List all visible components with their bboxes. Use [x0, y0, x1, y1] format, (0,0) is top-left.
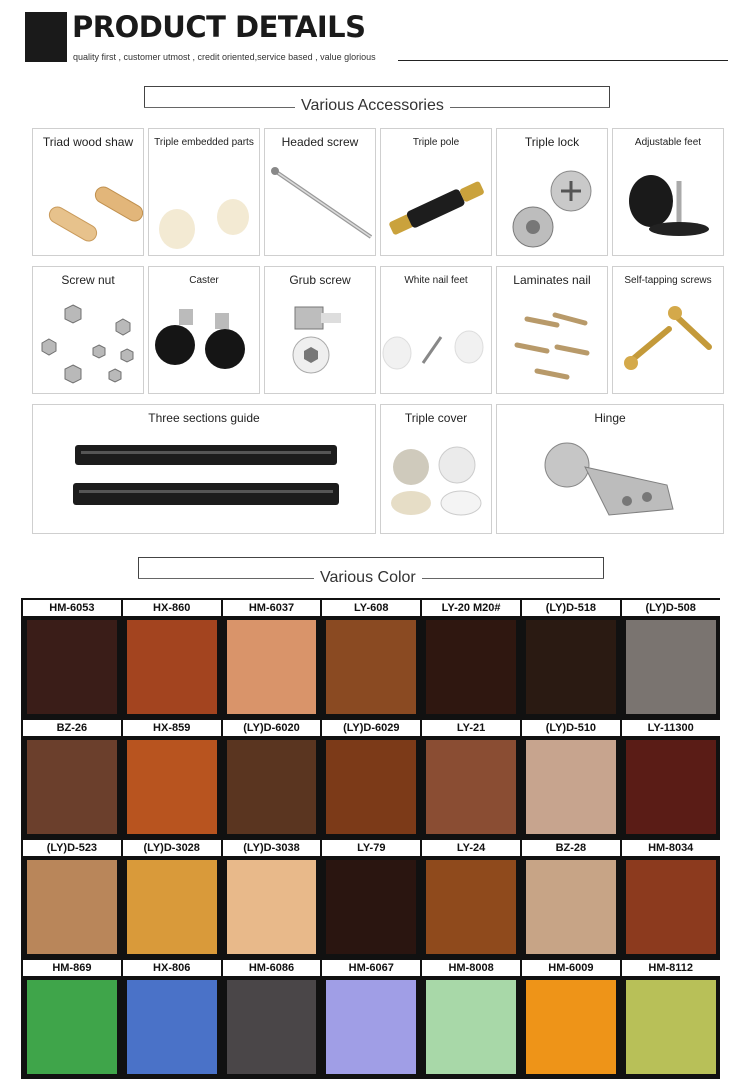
swatch-color: [27, 740, 117, 834]
accessory-label: Hinge: [594, 411, 626, 425]
accessory-card-headed-screw[interactable]: [264, 128, 376, 256]
swatch-color: [326, 620, 416, 714]
grub-screw-icon: [265, 267, 376, 394]
accessory-label: Triple pole: [412, 137, 460, 148]
color-swatch[interactable]: [422, 720, 520, 838]
accessory-card-caster[interactable]: [148, 266, 260, 394]
color-swatch[interactable]: [123, 840, 221, 958]
swatch-color: [227, 860, 317, 954]
accessory-label: Triple embedded parts: [154, 137, 254, 148]
accessory-label: Triple lock: [524, 135, 580, 149]
hinge-icon: [497, 405, 724, 534]
swatch-code: LY-24: [422, 840, 520, 856]
accessory-card-white-nail-feet[interactable]: [380, 266, 492, 394]
accessory-label: Triad wood shaw: [42, 135, 134, 149]
color-swatch[interactable]: [23, 600, 121, 718]
swatch-color: [626, 980, 716, 1074]
swatch-code: HM-6053: [23, 600, 121, 616]
accessory-label: Headed screw: [281, 135, 359, 149]
swatch-color: [526, 980, 616, 1074]
swatch-code: LY-20 M20#: [422, 600, 520, 616]
accessory-card-triple-embedded-parts[interactable]: [148, 128, 260, 256]
swatch-color: [426, 740, 516, 834]
swatch-code: (LY)D-6029: [322, 720, 420, 736]
swatch-color: [27, 620, 117, 714]
color-swatch[interactable]: [622, 960, 720, 1078]
color-swatch[interactable]: [23, 840, 121, 958]
accessory-label: Self-tapping screws: [624, 275, 712, 286]
color-swatch[interactable]: [322, 960, 420, 1078]
swatch-color: [27, 860, 117, 954]
shelf-pin-icon: [497, 267, 608, 394]
color-swatch[interactable]: [322, 600, 420, 718]
swatch-code: LY-79: [322, 840, 420, 856]
color-swatch[interactable]: [522, 600, 620, 718]
wood-dowel-icon: [33, 129, 144, 256]
header-logo-block: [25, 12, 67, 62]
swatch-color: [426, 860, 516, 954]
accessory-card-triple-cover[interactable]: [380, 404, 492, 534]
swatch-code: (LY)D-3038: [223, 840, 321, 856]
colors-title: Various Color: [314, 569, 422, 587]
swatch-code: HM-6086: [223, 960, 321, 976]
swatch-code: LY-21: [422, 720, 520, 736]
color-swatch[interactable]: [522, 720, 620, 838]
accessory-label: Adjustable feet: [634, 137, 702, 148]
page-title: PRODUCT DETAILS: [72, 10, 366, 44]
color-swatch[interactable]: [522, 840, 620, 958]
color-swatch-grid: [21, 598, 720, 1079]
color-swatch[interactable]: [223, 600, 321, 718]
accessory-card-three-sections-guide[interactable]: [32, 404, 376, 534]
swatch-code: HM-8112: [622, 960, 720, 976]
swatch-color: [27, 980, 117, 1074]
swatch-code: LY-608: [322, 600, 420, 616]
color-swatch[interactable]: [123, 600, 221, 718]
color-swatch[interactable]: [123, 720, 221, 838]
color-swatch[interactable]: [422, 600, 520, 718]
swatch-code: HM-6067: [322, 960, 420, 976]
color-swatch[interactable]: [23, 720, 121, 838]
swatch-color: [426, 980, 516, 1074]
color-swatch[interactable]: [322, 720, 420, 838]
accessory-card-triple-pole[interactable]: [380, 128, 492, 256]
accessory-card-triad-wood-shaw[interactable]: [32, 128, 144, 256]
color-swatch[interactable]: [422, 840, 520, 958]
swatch-color: [626, 620, 716, 714]
swatch-code: HM-6037: [223, 600, 321, 616]
tagline: quality first , customer utmost , credit oriented,service based , value glorious: [73, 52, 376, 62]
swatch-color: [626, 740, 716, 834]
color-swatch[interactable]: [622, 840, 720, 958]
swatch-color: [326, 860, 416, 954]
accessory-label: Laminates nail: [513, 273, 591, 287]
swatch-color: [127, 860, 217, 954]
accessory-card-hinge[interactable]: [496, 404, 724, 534]
color-swatch[interactable]: [322, 840, 420, 958]
accessory-label: Triple cover: [404, 411, 468, 425]
swatch-code: (LY)D-523: [23, 840, 121, 856]
swatch-color: [227, 620, 317, 714]
swatch-color: [526, 740, 616, 834]
accessory-label: White nail feet: [404, 275, 468, 286]
accessory-card-grub-screw[interactable]: [264, 266, 376, 394]
swatch-color: [426, 620, 516, 714]
swatch-color: [227, 740, 317, 834]
swatch-code: BZ-26: [23, 720, 121, 736]
swatch-code: HM-869: [23, 960, 121, 976]
swatch-code: (LY)D-518: [522, 600, 620, 616]
color-swatch[interactable]: [622, 720, 720, 838]
cam-lock-icon: [497, 129, 608, 256]
color-swatch[interactable]: [223, 960, 321, 1078]
swatch-color: [227, 980, 317, 1074]
swatch-code: HM-6009: [522, 960, 620, 976]
accessory-card-triple-lock[interactable]: [496, 128, 608, 256]
accessory-label: Caster: [189, 275, 219, 286]
color-swatch[interactable]: [123, 960, 221, 1078]
swatch-code: (LY)D-508: [622, 600, 720, 616]
swatch-code: HX-806: [123, 960, 221, 976]
swatch-color: [127, 620, 217, 714]
swatch-color: [626, 860, 716, 954]
color-swatch[interactable]: [522, 960, 620, 1078]
color-swatch[interactable]: [223, 720, 321, 838]
accessories-title: Various Accessories: [295, 97, 450, 115]
swatch-code: HX-860: [123, 600, 221, 616]
swatch-code: (LY)D-6020: [223, 720, 321, 736]
swatch-color: [526, 620, 616, 714]
headed-screw-icon: [265, 129, 376, 256]
swatch-color: [326, 980, 416, 1074]
drawer-slide-icon: [33, 405, 376, 534]
swatch-color: [127, 740, 217, 834]
accessory-label: Grub screw: [289, 273, 351, 287]
swatch-color: [526, 860, 616, 954]
adjustable-foot-icon: [613, 129, 724, 256]
accessory-label: Screw nut: [61, 273, 115, 287]
swatch-code: (LY)D-510: [522, 720, 620, 736]
caster-wheel-icon: [149, 267, 260, 394]
hex-nut-icon: [33, 267, 144, 394]
self-tapping-screw-icon: [613, 267, 724, 394]
swatch-color: [127, 980, 217, 1074]
nail-feet-icon: [381, 267, 492, 394]
swatch-color: [326, 740, 416, 834]
color-swatch[interactable]: [223, 840, 321, 958]
color-swatch[interactable]: [23, 960, 121, 1078]
swatch-code: LY-11300: [622, 720, 720, 736]
swatch-code: HX-859: [123, 720, 221, 736]
header-divider: [398, 60, 728, 61]
swatch-code: (LY)D-3028: [123, 840, 221, 856]
swatch-code: HM-8034: [622, 840, 720, 856]
cover-cap-icon: [381, 405, 492, 534]
accessory-card-screw-nut[interactable]: [32, 266, 144, 394]
accessory-label: Three sections guide: [148, 411, 260, 425]
accessory-card-adjustable-feet[interactable]: [612, 128, 724, 256]
accessory-card-self-tapping-screws[interactable]: [612, 266, 724, 394]
color-swatch[interactable]: [622, 600, 720, 718]
embedded-part-icon: [149, 129, 260, 256]
color-swatch[interactable]: [422, 960, 520, 1078]
swatch-code: HM-8008: [422, 960, 520, 976]
swatch-code: BZ-28: [522, 840, 620, 856]
pole-icon: [381, 129, 492, 256]
accessory-card-laminates-nail[interactable]: [496, 266, 608, 394]
